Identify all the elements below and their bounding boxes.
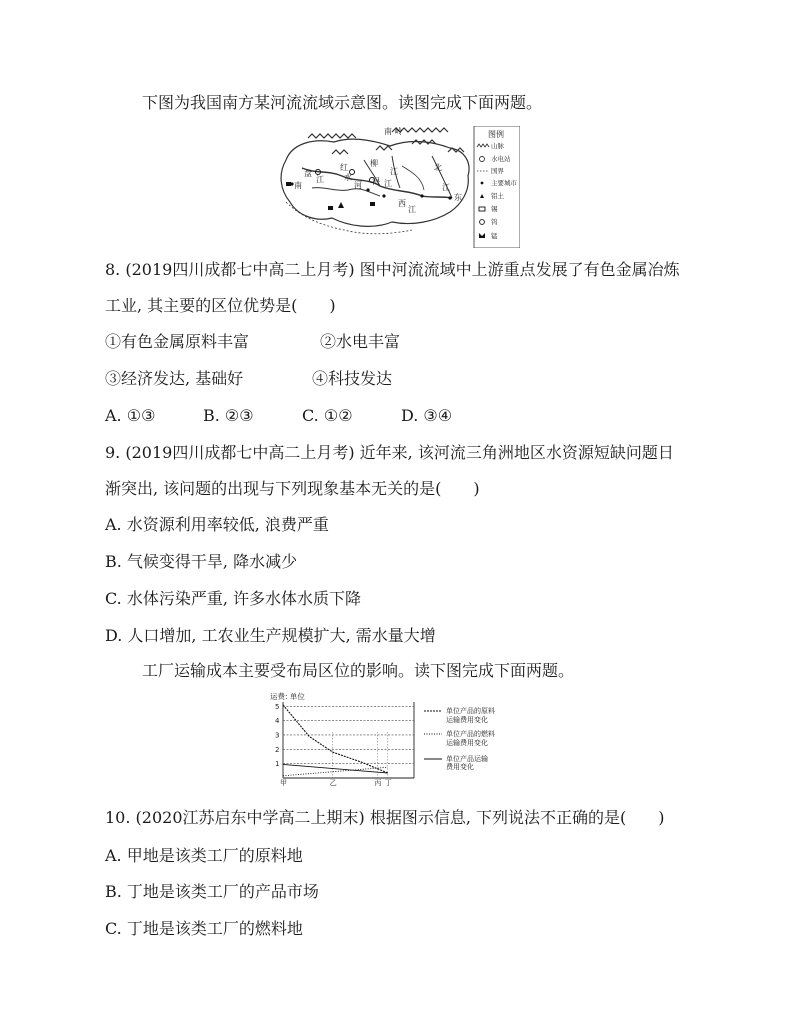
svg-text:锡: 锡 (491, 205, 498, 213)
q8-stem-line2: 工业, 其主要的区位优势是( ) (105, 296, 336, 315)
q8-choice-c: C. ①② (302, 406, 353, 425)
y-tick-label: 5 (275, 702, 280, 711)
x-tick-label: 丙 (374, 779, 382, 786)
y-tick-label: 3 (275, 731, 280, 740)
svg-text:江: 江 (408, 205, 416, 214)
svg-text:钨: 钨 (491, 218, 498, 226)
q9-option-b: B. 气候变得干旱, 降水减少 (105, 552, 298, 571)
y-tick-label: 2 (275, 745, 280, 754)
q8-option-4: ④科技发达 (312, 369, 393, 388)
aluminum-symbol (338, 202, 344, 208)
legend-label: 单位产品运输 (446, 755, 488, 763)
svg-text:江: 江 (384, 179, 392, 188)
q9-option-d: D. 人口增加, 工农业生产规模扩大, 需水量大增 (105, 626, 436, 645)
q9-stem-line2: 渐突出, 该问题的出现与下列现象基本无关的是( ) (105, 479, 480, 498)
q8-option-3: ③经济发达, 基础好 (105, 369, 244, 388)
legend-label: 运输费用变化 (446, 716, 488, 724)
series-line (283, 705, 388, 773)
x-tick-label: 丁 (384, 779, 392, 786)
river-basin-map (272, 126, 520, 248)
legend-label: 单位产品的燃料 (446, 730, 495, 738)
svg-text:江: 江 (316, 175, 324, 184)
x-tick-label: 甲 (280, 779, 287, 786)
transport-cost-chart (268, 690, 530, 786)
svg-text:浔: 浔 (372, 177, 380, 186)
q8-stem-line1: 8. (2019四川成都七中高二上月考) 图中河流流域中上游重点发展了有色金属冶炼 (105, 260, 680, 279)
q8-option-2: ②水电丰富 (320, 332, 401, 351)
q9-stem-line1: 9. (2019四川成都七中高二上月考) 近年来, 该河流三角洲地区水资源短缺问题日 (105, 443, 674, 462)
legend-label: 费用变化 (446, 763, 474, 771)
intro-text-1: 下图为我国南方某河流流域示意图。读图完成下面两题。 (142, 93, 543, 112)
svg-text:锰: 锰 (491, 232, 498, 240)
q10-option-a: A. 甲地是该类工厂的原料地 (105, 846, 303, 865)
q9-option-a: A. 水资源利用率较低, 浪费严重 (105, 515, 329, 534)
q8-choice-b: B. ②③ (203, 406, 254, 425)
chart-ylabel: 运费: 单位 (270, 692, 305, 701)
q8-choice-a: A. ①③ (105, 406, 156, 425)
svg-text:铝土: 铝土 (491, 192, 504, 200)
svg-text:南: 南 (294, 181, 302, 190)
svg-text:山脉: 山脉 (491, 142, 504, 150)
q10-stem: 10. (2020江苏启东中学高二上期末) 根据图示信息, 下列说法不正确的是( ) (105, 808, 665, 827)
q9-option-c: C. 水体污染严重, 许多水体水质下降 (105, 589, 362, 608)
x-tick-label: 乙 (329, 779, 337, 786)
svg-text:水电站: 水电站 (491, 155, 511, 163)
border-line (286, 202, 412, 234)
svg-text:国界: 国界 (491, 167, 504, 175)
svg-text:江: 江 (442, 183, 450, 192)
city-dot-icon (481, 182, 484, 185)
svg-text:柳: 柳 (370, 159, 378, 168)
q8-choice-d: D. ③④ (401, 406, 453, 425)
svg-text:西: 西 (398, 199, 406, 208)
svg-text:北: 北 (434, 163, 442, 172)
svg-text:主要城市: 主要城市 (491, 179, 517, 187)
svg-text:盘: 盘 (304, 169, 312, 178)
intro-text-2: 工厂运输成本主要受布局区位的影响。读下图完成下面两题。 (142, 661, 575, 680)
q8-option-1: ①有色金属原料丰富 (105, 332, 250, 351)
svg-text:东: 东 (454, 193, 462, 202)
legend-label: 运输费用变化 (446, 739, 488, 747)
svg-text:红: 红 (340, 163, 348, 172)
mountain-label: 南 岭 (384, 127, 403, 136)
legend-label: 单位产品的原料 (446, 707, 495, 715)
y-tick-label: 4 (275, 717, 280, 726)
q10-option-b: B. 丁地是该类工厂的产品市场 (105, 882, 319, 901)
svg-text:江: 江 (390, 167, 398, 176)
q10-option-c: C. 丁地是该类工厂的燃料地 (105, 919, 303, 938)
svg-text:河: 河 (354, 181, 362, 190)
svg-text:水: 水 (344, 173, 352, 182)
legend-title: 图例 (488, 130, 504, 139)
y-tick-label: 1 (275, 760, 280, 769)
